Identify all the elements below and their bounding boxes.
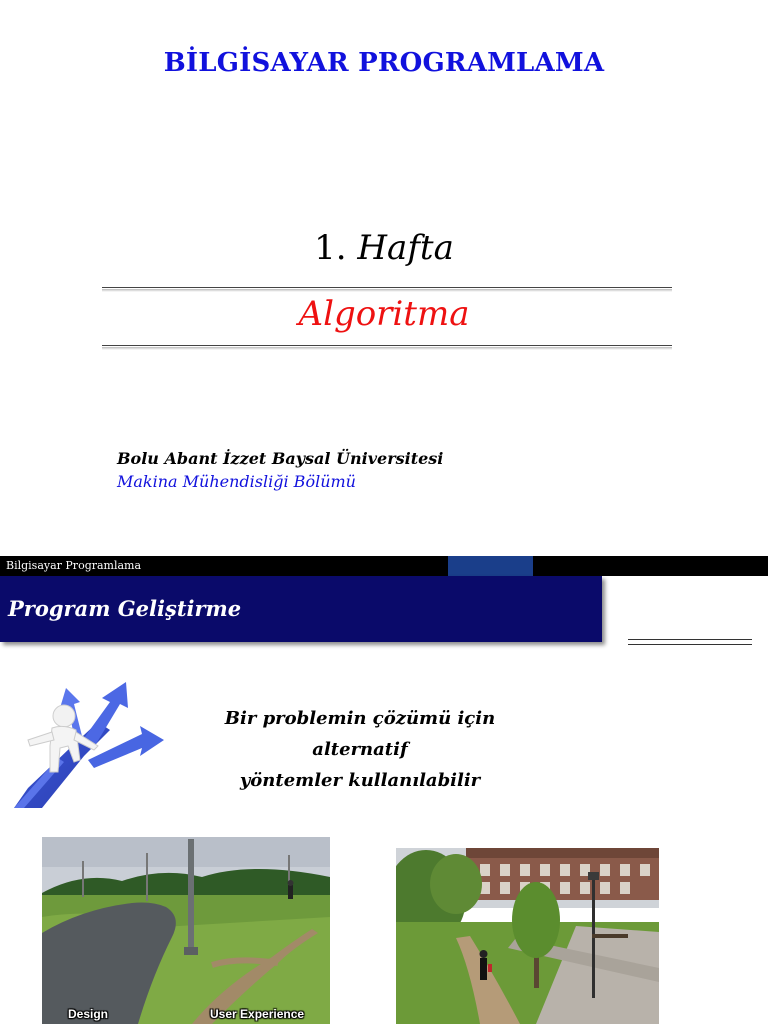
week-heading xyxy=(0,228,768,268)
department-name: Makina Mühendisliği Bölümü xyxy=(117,472,356,491)
decorative-line-lower xyxy=(628,644,752,645)
statement-line-1: Bir problemin çözümü için alternatif xyxy=(224,708,496,760)
urban-park-path-photo xyxy=(396,848,659,1024)
slide-title: Program Geliştirme xyxy=(8,596,242,621)
photo-label-user-experience: User Experience xyxy=(210,1007,305,1021)
photo-label-design: Design xyxy=(68,1007,109,1021)
statement-line-2: yöntemler kullanılabilir xyxy=(239,770,481,791)
week-number: 1. xyxy=(314,228,347,268)
week-word: Hafta xyxy=(357,228,454,268)
slide-header-bar xyxy=(0,556,768,576)
divider-shadow-top xyxy=(102,289,672,292)
topic-title: Algoritma xyxy=(298,294,470,334)
person-crossroads-arrows-icon xyxy=(14,676,166,808)
divider-shadow-bottom xyxy=(102,347,672,350)
decorative-line-upper xyxy=(628,639,752,640)
header-accent-block xyxy=(448,556,533,576)
course-title: BİLGİSAYAR PROGRAMLAMA xyxy=(163,48,605,78)
statement-text xyxy=(200,703,520,796)
university-name: Bolu Abant İzzet Baysal Üniversitesi xyxy=(117,449,444,468)
urban-park-illustration xyxy=(396,848,659,1024)
park-path-illustration xyxy=(42,837,330,1024)
divider-bottom xyxy=(102,345,672,346)
header-course-label: Bilgisayar Programlama xyxy=(6,559,142,572)
divider-top xyxy=(102,287,672,288)
park-path-design-photo xyxy=(42,837,330,1024)
slide-title-bar xyxy=(0,576,602,642)
